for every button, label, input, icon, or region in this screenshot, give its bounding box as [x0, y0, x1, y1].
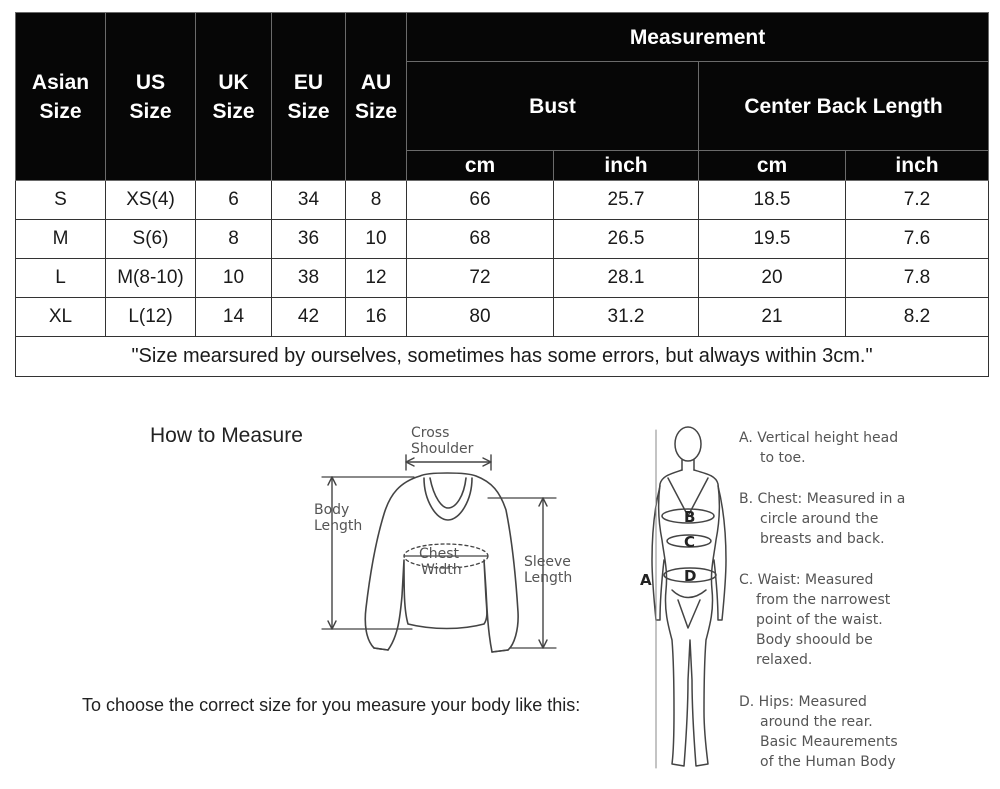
cell-cbl-cm: 19.5: [699, 220, 846, 259]
cell-uk: 10: [196, 259, 272, 298]
marker-a: A: [640, 571, 652, 589]
cell-cbl-cm: 20: [699, 259, 846, 298]
sleeve-length-label-2: Length: [524, 570, 573, 586]
cell-au: 16: [346, 298, 407, 337]
cell-uk: 14: [196, 298, 272, 337]
legend-d-line-4: of the Human Body: [760, 754, 896, 770]
legend-d-line-1: D. Hips: Measured: [739, 694, 867, 710]
header-au-size: AU Size: [346, 13, 407, 181]
cell-au: 8: [346, 181, 407, 220]
cell-eu: 34: [272, 181, 346, 220]
cell-cbl-cm: 21: [699, 298, 846, 337]
chest-width-label-2: Width: [421, 562, 462, 578]
legend-b-line-3: breasts and back.: [760, 531, 885, 547]
header-eu-size: EU Size: [272, 13, 346, 181]
cell-cbl-inch: 7.8: [846, 259, 989, 298]
cell-us: L(12): [106, 298, 196, 337]
header-asian-size: Asian Size: [16, 13, 106, 181]
legend-a-line-2: to toe.: [760, 450, 806, 466]
header-cbl-cm: cm: [699, 151, 846, 181]
header-cbl-inch: inch: [846, 151, 989, 181]
cell-asian: XL: [16, 298, 106, 337]
header-center-back-length: Center Back Length: [699, 62, 989, 151]
legend-d: [739, 692, 898, 772]
legend-c-line-1: C. Waist: Measured: [739, 572, 874, 588]
header-us-size: US Size: [106, 13, 196, 181]
header-bust-inch: inch: [554, 151, 699, 181]
cell-bust-cm: 80: [407, 298, 554, 337]
cross-shoulder-label-2: Shoulder: [411, 441, 474, 457]
cell-bust-inch: 26.5: [554, 220, 699, 259]
cell-uk: 8: [196, 220, 272, 259]
marker-c: C: [684, 533, 696, 551]
cell-cbl-inch: 7.6: [846, 220, 989, 259]
legend-b-line-2: circle around the: [760, 511, 879, 527]
cell-eu: 36: [272, 220, 346, 259]
cell-cbl-inch: 8.2: [846, 298, 989, 337]
cell-eu: 38: [272, 259, 346, 298]
legend-b-line-1: B. Chest: Measured in a: [739, 491, 906, 507]
header-uk-size: UK Size: [196, 13, 272, 181]
legend-c-line-3: point of the waist.: [756, 612, 883, 628]
header-measurement: Measurement: [407, 13, 989, 62]
cross-shoulder-label-1: Cross: [411, 425, 450, 441]
cell-bust-cm: 66: [407, 181, 554, 220]
cell-asian: L: [16, 259, 106, 298]
cell-cbl-inch: 7.2: [846, 181, 989, 220]
cell-bust-inch: 28.1: [554, 259, 699, 298]
marker-b: B: [684, 508, 696, 526]
legend-a: [739, 428, 898, 468]
legend-c: [739, 570, 890, 670]
header-bust: Bust: [407, 62, 699, 151]
body-length-label-1: Body: [314, 502, 350, 518]
cell-us: S(6): [106, 220, 196, 259]
legend-d-line-2: around the rear.: [760, 714, 873, 730]
how-to-measure-title: How to Measure: [150, 424, 303, 447]
legend-b: [739, 489, 905, 549]
measurement-note: "Size mearsured by ourselves, sometimes has some errors, but always within 3cm.": [16, 337, 989, 377]
body-length-label-2: Length: [314, 518, 363, 534]
cell-asian: M: [16, 220, 106, 259]
cell-au: 12: [346, 259, 407, 298]
cell-eu: 42: [272, 298, 346, 337]
sleeve-length-label-1: Sleeve: [524, 554, 571, 570]
legend-c-line-4: Body shoould be: [756, 632, 873, 648]
cell-au: 10: [346, 220, 407, 259]
legend-a-line-1: A. Vertical height head: [739, 430, 899, 446]
legend-c-line-2: from the narrowest: [756, 592, 891, 608]
cell-bust-inch: 25.7: [554, 181, 699, 220]
cell-uk: 6: [196, 181, 272, 220]
cell-cbl-cm: 18.5: [699, 181, 846, 220]
cell-us: XS(4): [106, 181, 196, 220]
cell-bust-cm: 72: [407, 259, 554, 298]
cell-us: M(8-10): [106, 259, 196, 298]
chest-width-label-1: Chest: [419, 546, 460, 562]
legend-c-line-5: relaxed.: [756, 652, 813, 668]
header-bust-cm: cm: [407, 151, 554, 181]
marker-d: D: [684, 567, 697, 585]
choose-size-instruction: To choose the correct size for you measure your body like this:: [82, 695, 581, 715]
cell-bust-cm: 68: [407, 220, 554, 259]
cell-bust-inch: 31.2: [554, 298, 699, 337]
legend-d-line-3: Basic Meaurements: [760, 734, 898, 750]
cell-asian: S: [16, 181, 106, 220]
